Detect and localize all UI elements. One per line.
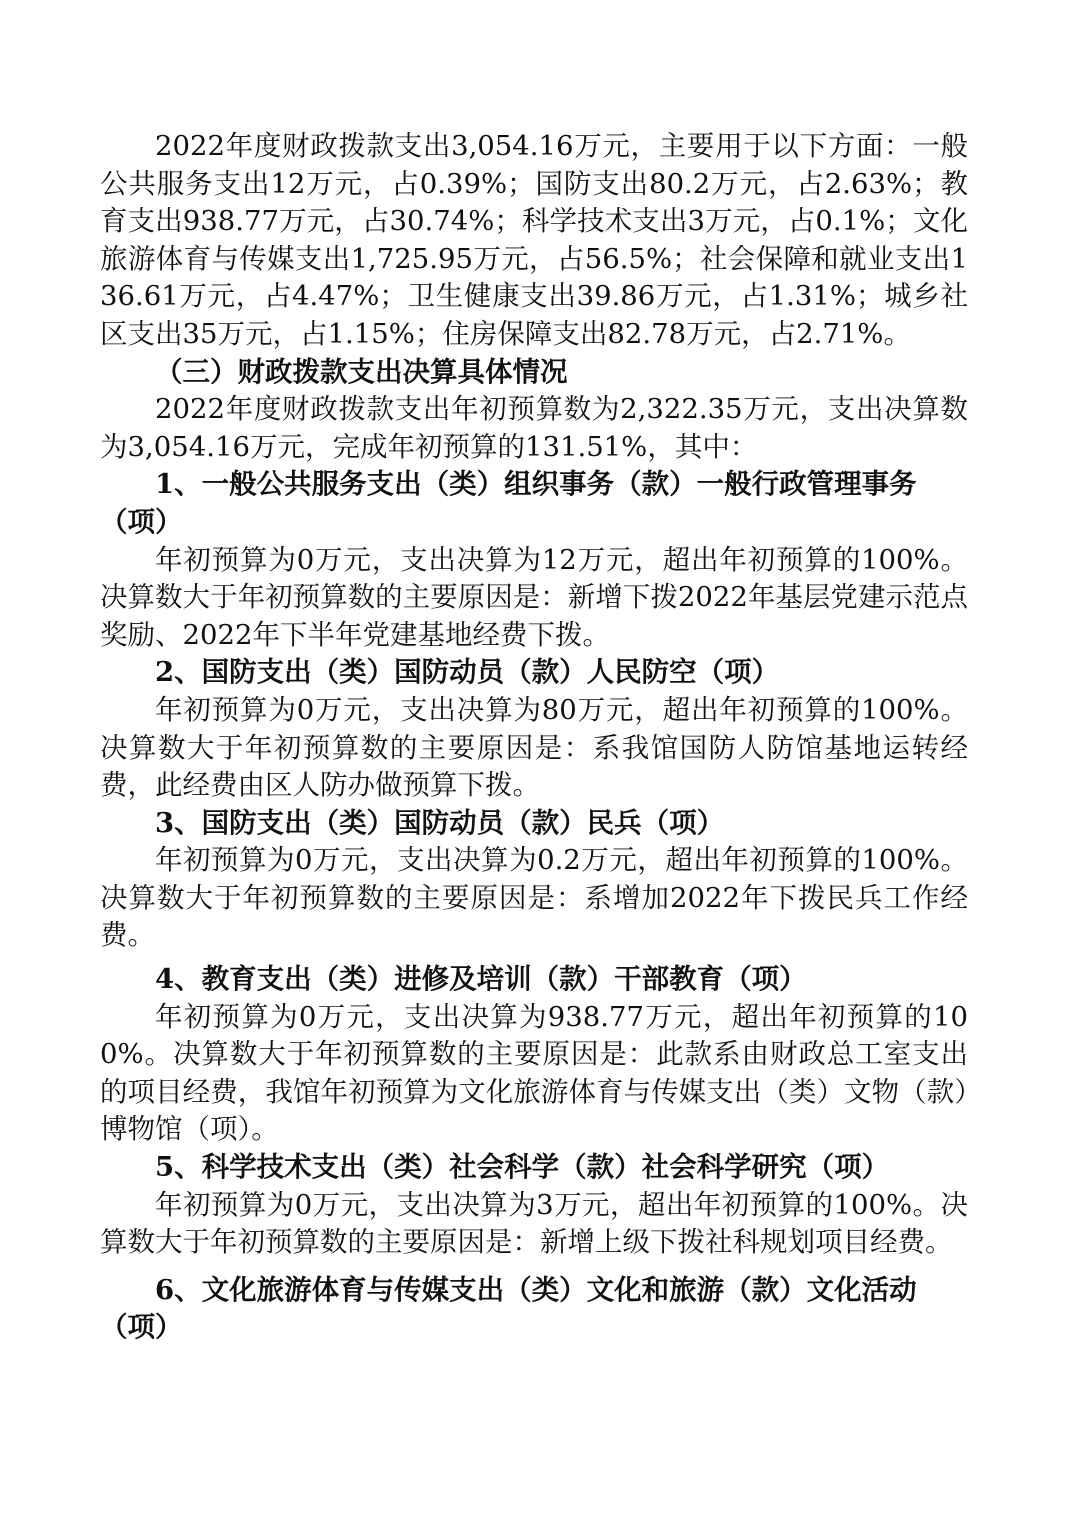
heading-item-2: 2、国防支出（类）国防动员（款）人民防空（项） [155,656,780,689]
heading-item-3: 3、国防支出（类）国防动员（款）民兵（项） [155,806,725,839]
heading-item-4: 4、教育支出（类）进修及培训（款）干部教育（项） [155,963,807,996]
paragraph-item-5: 年初预算为0万元，支出决算为3万元，超出年初预算的100%。决算数大于年初预算数的主要原因是：新增上级下拨社科规划项目经费。 [100,1188,968,1259]
paragraph-expenditure-summary: 2022年度财政拨款支出3,054.16万元，主要用于以下方面：一般公共服务支出12万元，占0.39%；国防支出80.2万元，占2.63%；教育支出938.77万元，占30.74%；科学技术支出3万元，占0.1%；文化旅游体育与传媒支出1,725.95万元，占56.5%；社会保障和就业支出136.61万元，占4.47%；卫生健康支出39.86万元，占1.31%；城乡社区支出35万元，占1.15%；住房保障支出82.78万元，占2.71%。 [100,130,968,350]
document-body [100,128,968,1347]
heading-item-5: 5、科学技术支出（类）社会科学（款）社会科学研究（项） [155,1151,890,1184]
paragraph-item-2: 年初预算为0万元，支出决算为80万元，超出年初预算的100%。决算数大于年初预算数的主要原因是：系我馆国防人防馆基地运转经费，此经费由区人防办做预算下拨。 [100,693,968,802]
heading-item-6: 6、文化旅游体育与传媒支出（类）文化和旅游（款）文化活动（项） [100,1273,917,1344]
paragraph-item-4: 年初预算为0万元，支出决算为938.77万元，超出年初预算的100%。决算数大于年初预算数的主要原因是：此款系由财政总工室支出的项目经费，我馆年初预算为文化旅游体育与传媒支出（类）文物（款）博物馆（项）。 [100,1000,968,1146]
paragraph-item-3: 年初预算为0万元，支出决算为0.2万元，超出年初预算的100%。决算数大于年初预算数的主要原因是：系增加2022年下拨民兵工作经费。 [100,844,968,952]
paragraph-budget-overview: 2022年度财政拨款支出年初预算数为2,322.35万元，支出决算数为3,054.16万元，完成年初预算的131.51%，其中： [100,393,968,463]
heading-section-three: （三）财政拨款支出决算具体情况 [155,355,568,388]
paragraph-item-1: 年初预算为0万元，支出决算为12万元，超出年初预算的100%。决算数大于年初预算数的主要原因是：新增下拨2022年基层党建示范点奖励、2022年下半年党建基地经费下拨。 [100,543,968,651]
heading-item-1: 1、一般公共服务支出（类）组织事务（款）一般行政管理事务（项） [100,468,917,538]
